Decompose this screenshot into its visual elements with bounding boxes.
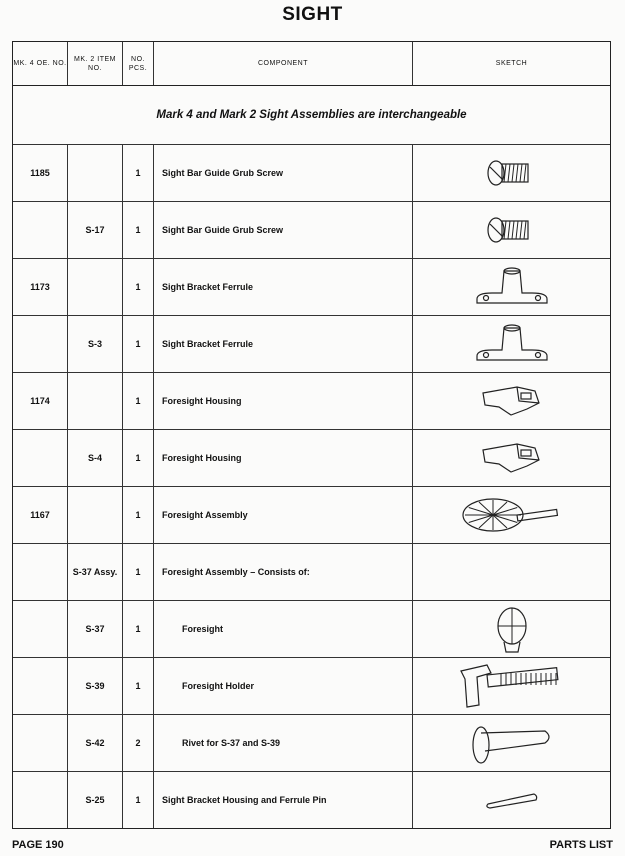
piece-count: 1 — [123, 373, 154, 429]
table-row — [13, 772, 610, 828]
section-name: PARTS LIST — [549, 839, 613, 851]
housing-icon — [413, 373, 610, 429]
mk4-number: 1174 — [13, 373, 68, 429]
component-name: Rivet for S-37 and S-39 — [154, 715, 413, 771]
mk4-number — [13, 772, 68, 828]
piece-count: 1 — [123, 487, 154, 543]
mk2-item-number: S-17 — [68, 202, 123, 258]
table-row — [13, 373, 610, 430]
mk2-item-number: S-25 — [68, 772, 123, 828]
mk2-item-number: S-39 — [68, 658, 123, 714]
parts-table — [12, 41, 611, 829]
mk2-item-number: S-42 — [68, 715, 123, 771]
assembly-icon — [413, 487, 610, 543]
pin-icon — [413, 772, 610, 828]
component-name: Foresight Holder — [154, 658, 413, 714]
piece-count: 1 — [123, 316, 154, 372]
screw-icon — [413, 145, 610, 201]
component-name: Foresight Assembly – Consists of: — [154, 544, 413, 600]
header-mk2: MK. 2 ITEM NO. — [68, 42, 123, 85]
mk2-item-number: S-3 — [68, 316, 123, 372]
mk2-item-number — [68, 145, 123, 201]
foresight-icon — [413, 601, 610, 657]
component-name: Sight Bar Guide Grub Screw — [154, 202, 413, 258]
piece-count: 1 — [123, 601, 154, 657]
sketch-empty — [413, 544, 610, 600]
piece-count: 1 — [123, 658, 154, 714]
mk4-number — [13, 430, 68, 486]
piece-count: 1 — [123, 145, 154, 201]
ferrule-icon — [413, 259, 610, 315]
mk4-number — [13, 202, 68, 258]
mk4-number — [13, 658, 68, 714]
header-mk4: MK. 4 OE. NO. — [13, 42, 68, 85]
housing-icon — [413, 430, 610, 486]
mk2-item-number: S-37 — [68, 601, 123, 657]
mk4-number — [13, 544, 68, 600]
table-row — [13, 316, 610, 373]
piece-count: 1 — [123, 202, 154, 258]
screw-icon — [413, 202, 610, 258]
table-row — [13, 658, 610, 715]
piece-count: 1 — [123, 772, 154, 828]
table-row — [13, 430, 610, 487]
component-name: Foresight Housing — [154, 430, 413, 486]
mk4-number — [13, 601, 68, 657]
component-name: Sight Bracket Ferrule — [154, 259, 413, 315]
header-sketch: SKETCH — [495, 60, 528, 67]
component-name: Foresight Assembly — [154, 487, 413, 543]
table-row — [13, 202, 610, 259]
mk2-item-number: S-37 Assy. — [68, 544, 123, 600]
piece-count: 2 — [123, 715, 154, 771]
mk4-number: 1185 — [13, 145, 68, 201]
table-row — [13, 544, 610, 601]
component-name: Foresight — [154, 601, 413, 657]
table-row — [13, 601, 610, 658]
table-row — [13, 145, 610, 202]
table-header — [13, 42, 610, 86]
holder-icon — [413, 658, 610, 714]
mk2-item-number — [68, 487, 123, 543]
mk2-item-number — [68, 259, 123, 315]
mk4-number: 1173 — [13, 259, 68, 315]
header-pcs: NO. PCS. — [123, 42, 154, 85]
mk2-item-number — [68, 373, 123, 429]
piece-count: 1 — [123, 259, 154, 315]
interchangeable-note: Mark 4 and Mark 2 Sight Assemblies are interchangeable — [13, 86, 610, 145]
rivet-icon — [413, 715, 610, 771]
ferrule-icon — [413, 316, 610, 372]
table-row — [13, 715, 610, 772]
component-name: Sight Bar Guide Grub Screw — [154, 145, 413, 201]
component-name: Foresight Housing — [154, 373, 413, 429]
mk4-number: 1167 — [13, 487, 68, 543]
table-row — [13, 259, 610, 316]
piece-count: 1 — [123, 544, 154, 600]
page-number: PAGE 190 — [12, 839, 64, 851]
table-row — [13, 487, 610, 544]
piece-count: 1 — [123, 430, 154, 486]
mk4-number — [13, 715, 68, 771]
mk2-item-number: S-4 — [68, 430, 123, 486]
component-name: Sight Bracket Ferrule — [154, 316, 413, 372]
page-title: SIGHT — [282, 4, 343, 25]
mk4-number — [13, 316, 68, 372]
component-name: Sight Bracket Housing and Ferrule Pin — [154, 772, 413, 828]
header-component: COMPONENT — [154, 42, 413, 85]
